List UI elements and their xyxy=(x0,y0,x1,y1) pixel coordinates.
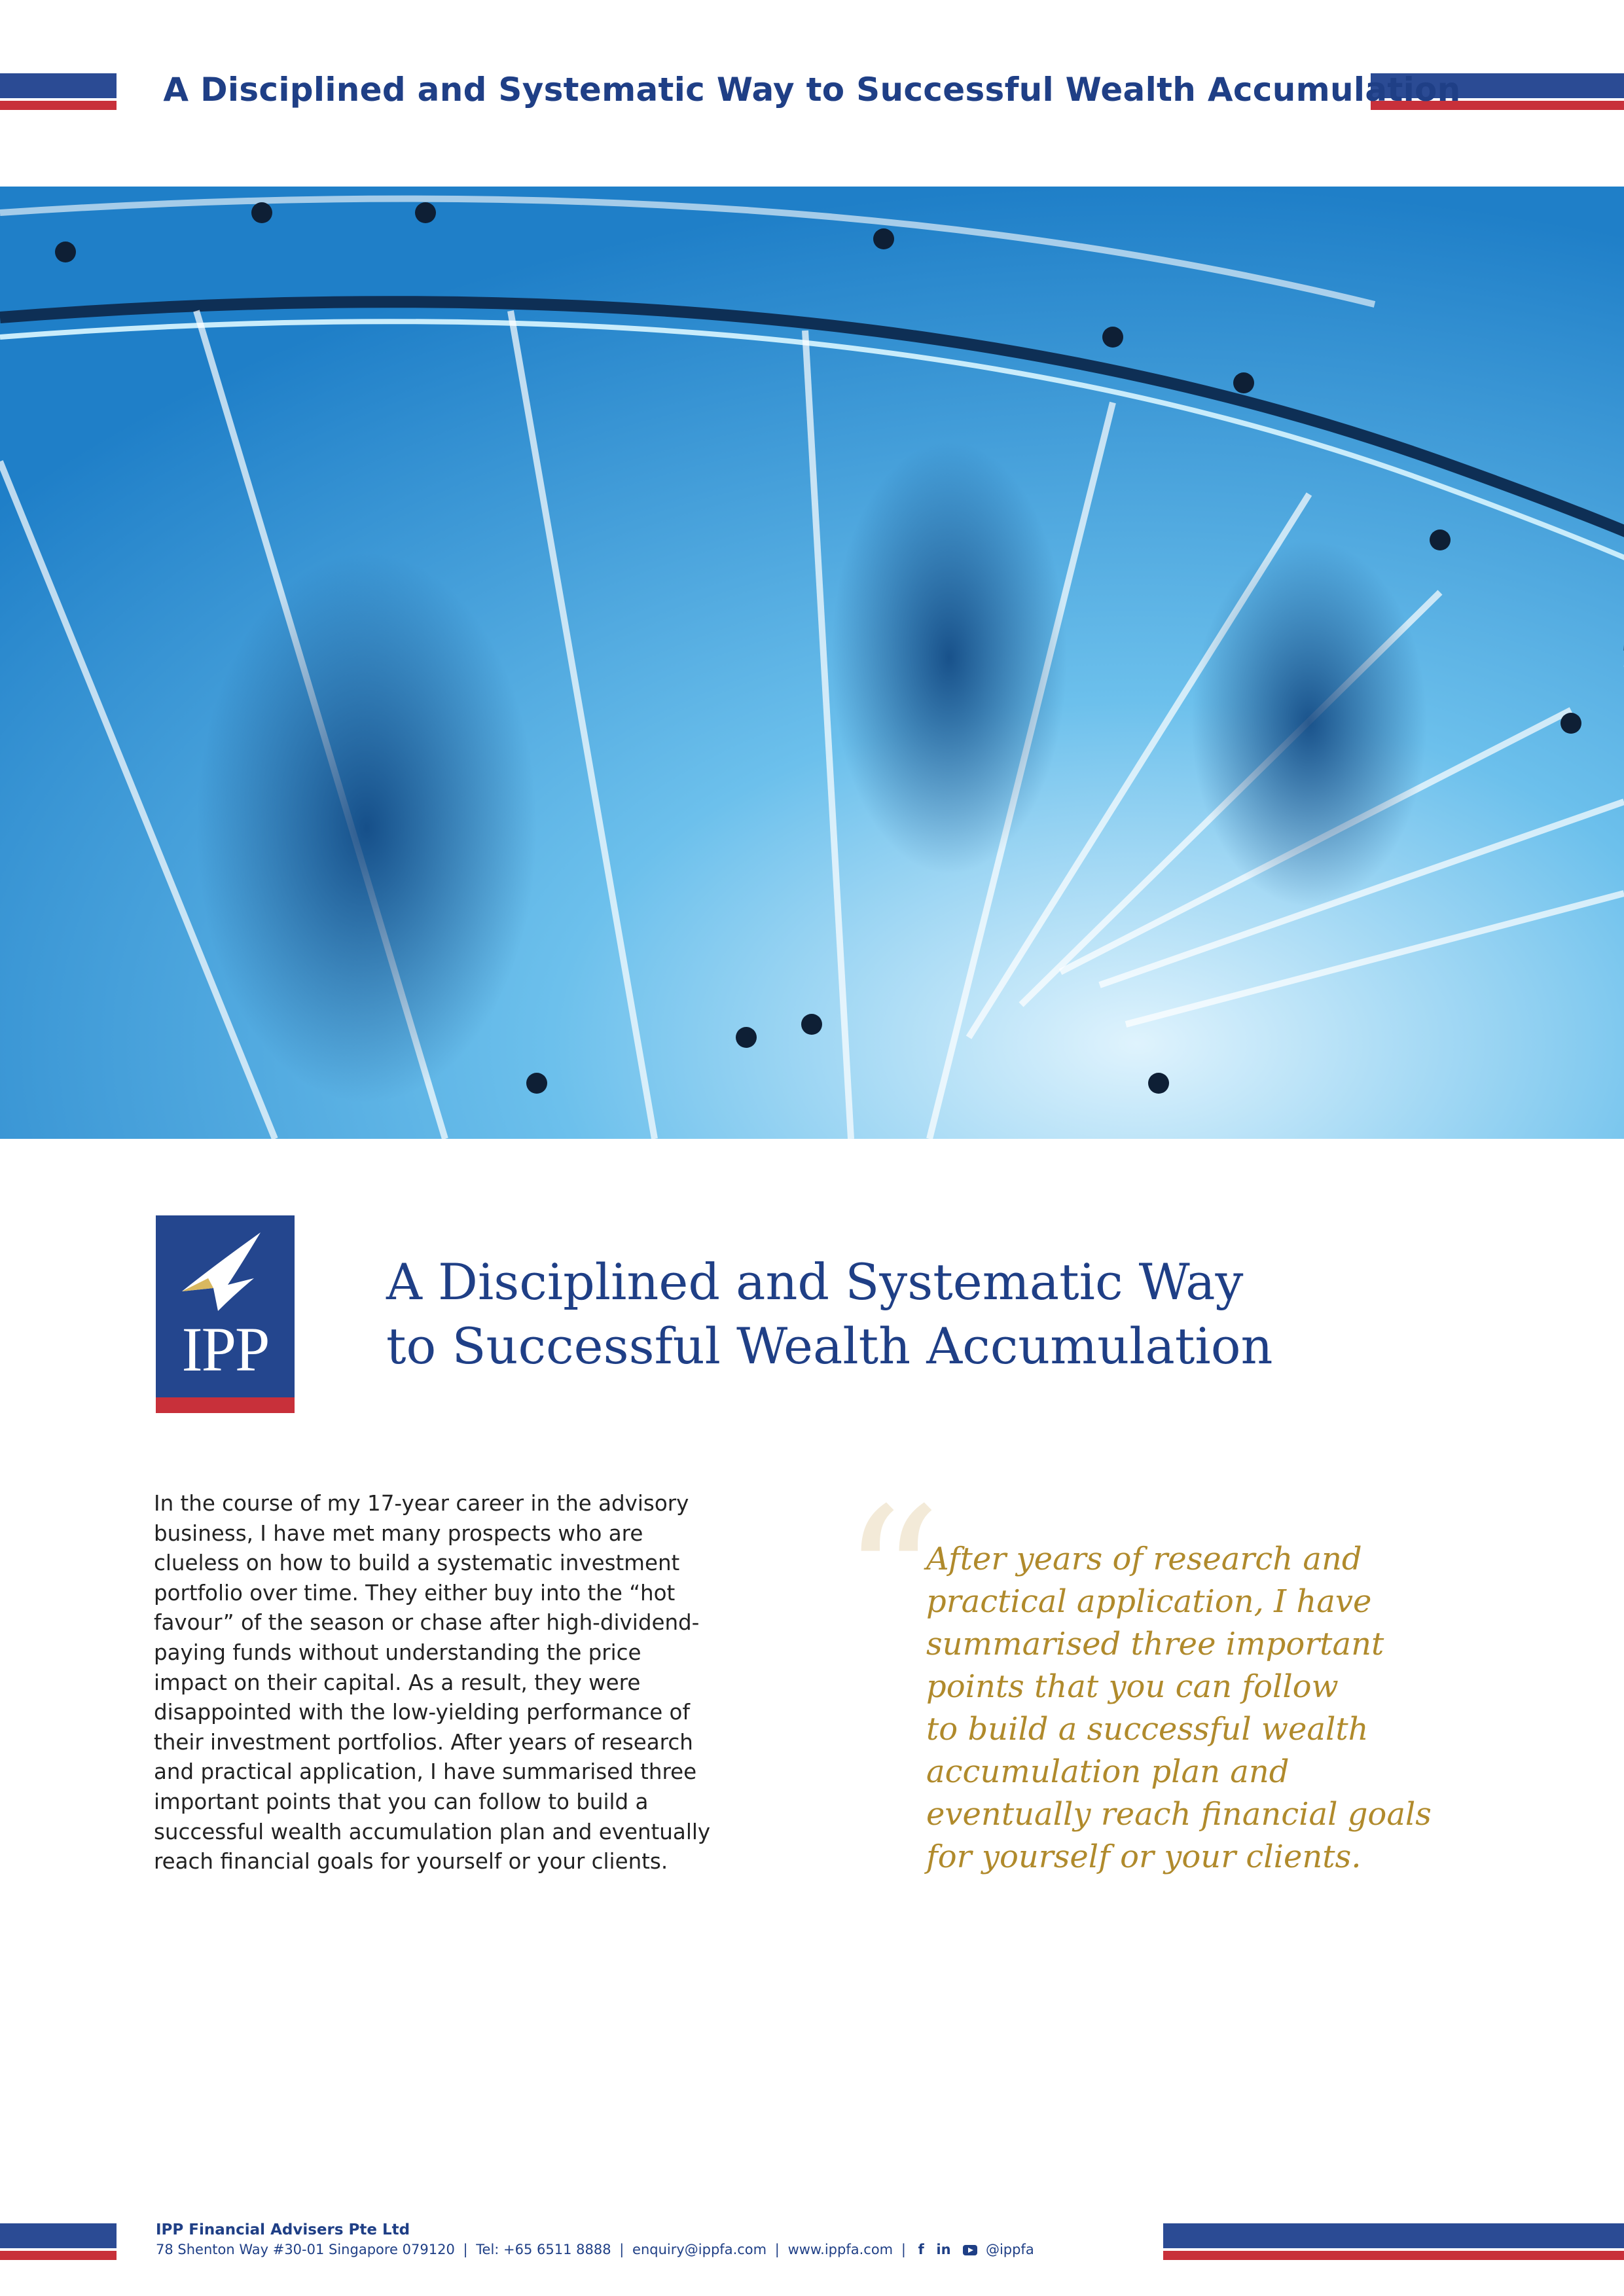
separator: | xyxy=(774,2242,780,2257)
body-line: portfolio over time. They either buy into the “hot xyxy=(154,1580,676,1605)
company-name: IPP Financial Advisers Pte Ltd xyxy=(156,2221,410,2238)
linkedin-icon[interactable]: in xyxy=(936,2242,951,2257)
body-line: business, I have met many prospects who are xyxy=(154,1520,643,1546)
separator: | xyxy=(901,2242,906,2257)
quote-line: points that you can follow xyxy=(926,1668,1339,1705)
quote-line: summarised three important xyxy=(926,1626,1384,1662)
facebook-icon[interactable]: f xyxy=(918,2242,924,2257)
bird-icon xyxy=(156,1219,295,1318)
body-line: their investment portfolios. After years of research xyxy=(154,1729,693,1755)
separator: | xyxy=(463,2242,468,2257)
quote-line: to build a successful wealth xyxy=(926,1711,1369,1748)
page-title-line: A Disciplined and Systematic Way xyxy=(386,1253,1244,1311)
footer-bar-right xyxy=(1163,2223,1624,2260)
quote-line: practical application, I have xyxy=(926,1583,1372,1620)
page-title xyxy=(386,1250,1499,1378)
quote-line: After years of research and xyxy=(926,1541,1362,1577)
hero-image-spiral-staircase xyxy=(0,187,1624,1139)
website-link[interactable]: www.ippfa.com xyxy=(787,2242,893,2257)
body-line: and practical application, I have summarised three xyxy=(154,1759,697,1785)
body-line: clueless on how to build a systematic investment xyxy=(154,1551,680,1576)
contact-line xyxy=(156,2240,1138,2259)
body-line: reach financial goals for yourself or your clients. xyxy=(154,1849,668,1874)
intro-paragraph xyxy=(154,1489,756,1877)
ipp-logo xyxy=(156,1215,295,1413)
body-line: paying funds without understanding the price xyxy=(154,1640,641,1665)
separator: | xyxy=(619,2242,624,2257)
body-line: important points that you can follow to build a xyxy=(154,1789,649,1814)
telephone: Tel: +65 6511 8888 xyxy=(476,2242,611,2257)
quote-line: accumulation plan and xyxy=(926,1753,1290,1790)
header-title: A Disciplined and Systematic Way to Successful Wealth Accumulation xyxy=(163,71,1461,109)
body-line: In the course of my 17-year career in the advisory xyxy=(154,1491,689,1516)
logo-text: IPP xyxy=(181,1314,269,1384)
body-line: favour” of the season or chase after high-dividend- xyxy=(154,1610,700,1636)
body-line: impact on their capital. As a result, they were xyxy=(154,1670,641,1695)
quote-mark-icon: “ xyxy=(841,1466,942,1695)
email-link[interactable]: enquiry@ippfa.com xyxy=(632,2242,767,2257)
pull-quote xyxy=(926,1538,1515,1878)
quote-line: eventually reach financial goals xyxy=(926,1796,1432,1833)
footer xyxy=(156,2220,1138,2259)
youtube-icon[interactable] xyxy=(963,2245,977,2255)
social-handle: @ippfa xyxy=(985,2242,1034,2257)
body-line: successful wealth accumulation plan and eventually xyxy=(154,1819,711,1844)
page-title-line: to Successful Wealth Accumulation xyxy=(386,1317,1273,1375)
quote-line: for yourself or your clients. xyxy=(926,1839,1362,1875)
footer-bar-left xyxy=(0,2223,117,2260)
address: 78 Shenton Way #30-01 Singapore 079120 xyxy=(156,2242,455,2257)
body-line: disappointed with the low-yielding performance of xyxy=(154,1700,690,1725)
